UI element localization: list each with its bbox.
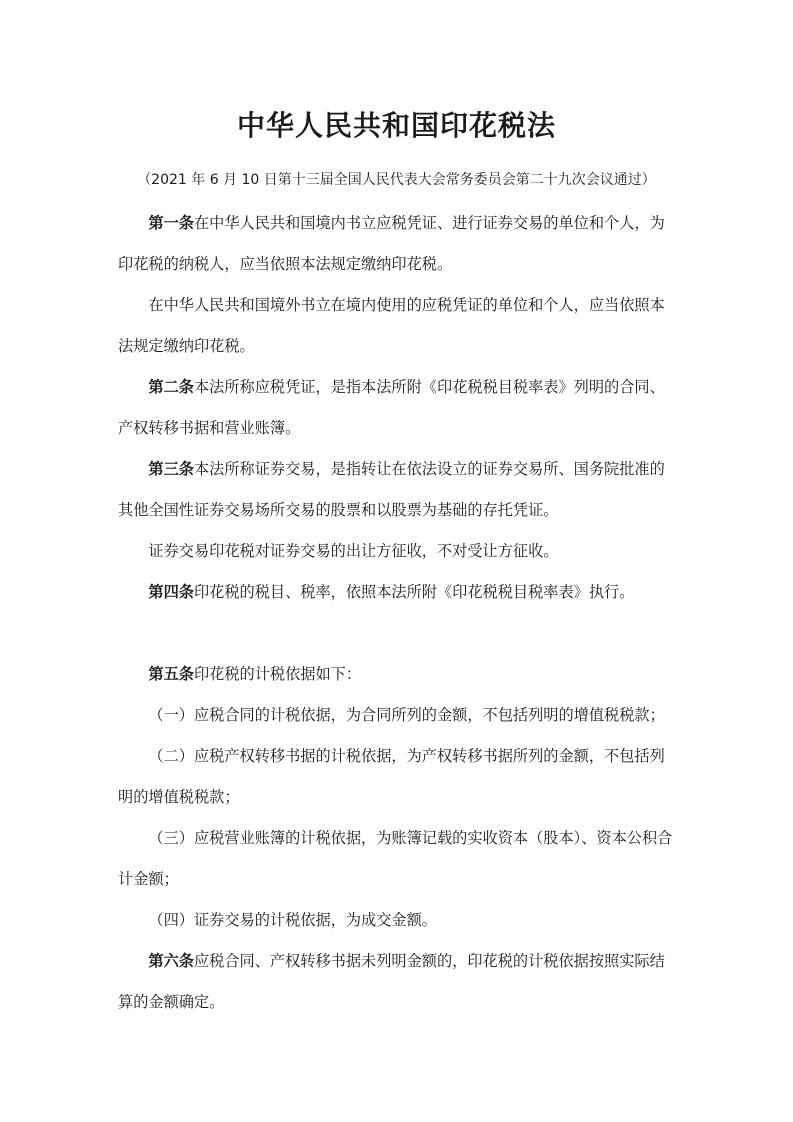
document-body	[118, 203, 678, 1023]
article-label: 第三条	[148, 460, 194, 478]
article-label: 第二条	[148, 378, 194, 396]
article-text: 本法所称应税凭证，是指本法所附《印花税税目税率表》列明的合同、产权转移书据和营业账簿。	[118, 378, 665, 437]
article-4	[118, 572, 678, 613]
article-text: （三）应税营业账簿的计税依据，为账簿记载的实收资本（股本）、资本公积合计金额；	[118, 829, 673, 888]
article-3-para-1	[118, 449, 678, 531]
article-text: （四）证券交易的计税依据，为成交金额。	[148, 911, 437, 929]
article-label: 第四条	[148, 583, 194, 601]
article-label: 第一条	[148, 214, 194, 232]
spacer	[118, 613, 678, 654]
article-5-item-3	[118, 818, 678, 900]
article-6	[118, 941, 678, 1023]
article-label: 第五条	[148, 665, 194, 683]
article-5-item-2	[118, 736, 678, 818]
article-1-para-2	[118, 285, 678, 367]
article-5-item-1	[118, 695, 678, 736]
article-3-para-2	[118, 531, 678, 572]
article-text: （一）应税合同的计税依据，为合同所列的金额，不包括列明的增值税税款；	[148, 706, 665, 724]
article-text: 应税合同、产权转移书据未列明金额的，印花税的计税依据按照实际结算的金额确定。	[118, 952, 665, 1011]
article-5	[118, 654, 678, 695]
article-text: 在中华人民共和国境外书立在境内使用的应税凭证的单位和个人，应当依照本法规定缴纳印花税。	[118, 296, 665, 355]
article-text: （二）应税产权转移书据的计税依据，为产权转移书据所列的金额，不包括列明的增值税税款；	[118, 747, 665, 806]
document-subtitle: （2021 年 6 月 10 日第十三届全国人民代表大会常务委员会第二十九次会议通过）	[137, 172, 656, 188]
article-text: 证券交易印花税对证券交易的出让方征收，不对受让方征收。	[148, 542, 559, 560]
article-text: 在中华人民共和国境内书立应税凭证、进行证券交易的单位和个人，为印花税的纳税人，应当依照本法规定缴纳印花税。	[118, 214, 665, 273]
article-text: 本法所称证券交易，是指转让在依法设立的证券交易所、国务院批准的其他全国性证券交易场所交易的股票和以股票为基础的存托凭证。	[118, 460, 665, 519]
article-1-para-1	[118, 203, 678, 285]
document-title: 中华人民共和国印花税法	[236, 109, 556, 142]
article-label: 第六条	[148, 952, 194, 970]
article-5-item-4	[118, 900, 678, 941]
article-2	[118, 367, 678, 449]
article-text: 印花税的计税依据如下：	[193, 665, 362, 683]
article-text: 印花税的税目、税率，依照本法所附《印花税税目税率表》执行。	[193, 583, 635, 601]
